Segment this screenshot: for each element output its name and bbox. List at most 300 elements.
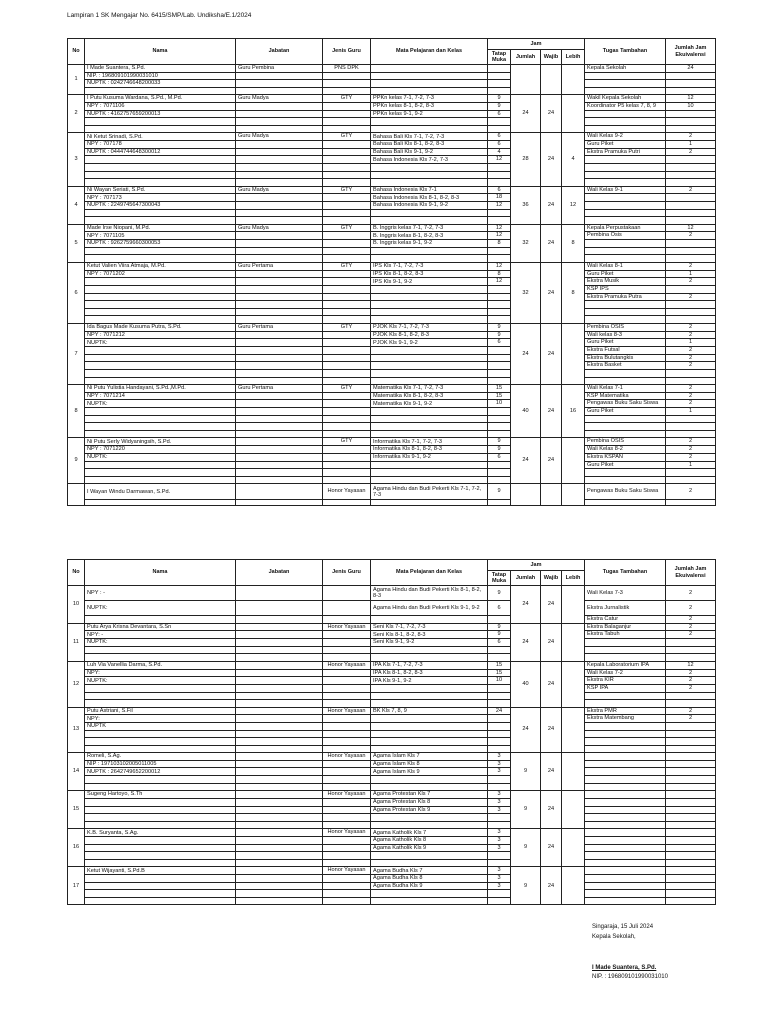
position-cell [236,661,323,669]
additional-duty-cell [585,423,666,431]
total-hours-cell: 9 [511,753,541,791]
table-row [68,110,716,118]
table-row [68,476,716,484]
face-to-face-hours-cell [488,852,511,860]
position-cell: Guru Madya [236,133,323,141]
position-cell [236,875,323,883]
teacher-name-line: I Made Suantera, S.Pd. [85,65,236,73]
equivalence-hours-cell [666,654,716,662]
subject-class-cell [371,308,488,316]
teacher-type-cell [323,646,371,654]
position-cell [236,164,323,172]
equivalence-hours-cell [666,240,716,248]
equivalence-hours-cell [666,423,716,431]
table-row [68,791,716,799]
additional-duty-cell [585,202,666,210]
required-hours-cell [541,484,562,506]
subject-class-cell [371,362,488,370]
extra-hours-cell [562,323,585,384]
subject-class-cell [371,415,488,423]
teacher-type-cell [323,156,371,164]
table-row [68,700,716,708]
table-row [68,723,716,731]
table-row [68,430,716,438]
position-cell [236,171,323,179]
additional-duty-cell [585,897,666,905]
extra-hours-cell [562,623,585,661]
face-to-face-hours-cell [488,87,511,95]
position-cell [236,285,323,293]
subject-class-cell: IPS Kls 8-1, 8-2, 8-3 [371,270,488,278]
required-hours-cell: 24 [541,791,562,829]
table-row [68,867,716,875]
teacher-type-cell [323,102,371,110]
equivalence-hours-cell [666,814,716,822]
teacher-type-cell [323,400,371,408]
additional-duty-cell [585,791,666,799]
face-to-face-hours-cell: 3 [488,867,511,875]
teacher-type-cell [323,738,371,746]
teacher-name-line [85,118,236,126]
teacher-name-line [85,897,236,905]
face-to-face-hours-cell [488,65,511,73]
teacher-type-cell [323,852,371,860]
position-cell [236,308,323,316]
position-cell [236,438,323,446]
equivalence-hours-cell [666,164,716,172]
subject-class-cell [371,179,488,187]
position-cell [236,601,323,616]
extra-hours-cell: 4 [562,133,585,186]
additional-duty-cell: Guru Piket [585,141,666,149]
teacher-type-cell [323,814,371,822]
face-to-face-hours-cell: 6 [488,453,511,461]
table-row [68,217,716,225]
equivalence-hours-cell [666,700,716,708]
position-cell [236,125,323,133]
subject-class-cell [371,293,488,301]
teacher-type-cell [323,500,371,506]
table-row [68,415,716,423]
subject-class-cell [371,65,488,73]
teacher-type-cell [323,87,371,95]
table-row [68,821,716,829]
subject-class-cell [371,730,488,738]
table-row [68,776,716,784]
teacher-name-line [85,179,236,187]
total-hours-cell: 24 [511,623,541,661]
teacher-name-line: NPY : 7071105 [85,232,236,240]
teacher-name-line: Putu Astriani, S.Fil [85,707,236,715]
subject-class-cell [371,354,488,362]
position-cell [236,179,323,187]
additional-duty-cell [585,723,666,731]
teacher-type-cell [323,148,371,156]
equivalence-hours-cell [666,745,716,753]
equivalence-hours-cell [666,897,716,905]
equivalence-hours-cell: 2 [666,400,716,408]
teacher-name-line [85,408,236,416]
position-cell [236,844,323,852]
additional-duty-cell [585,469,666,477]
table-row [68,232,716,240]
teacher-name-line: NPY : 7071202 [85,270,236,278]
face-to-face-hours-cell [488,423,511,431]
row-number: 16 [68,829,85,867]
extra-hours-cell [562,484,585,506]
table-row [68,461,716,469]
equivalence-hours-cell [666,217,716,225]
row-number: 9 [68,438,85,484]
teacher-table-body-page-1 [68,65,716,506]
teacher-type-cell: Honor Yayasan [323,829,371,837]
additional-duty-cell [585,753,666,761]
position-cell [236,476,323,484]
equivalence-hours-cell: 1 [666,141,716,149]
additional-duty-cell [585,72,666,80]
equivalence-hours-cell [666,125,716,133]
position-cell [236,331,323,339]
teacher-name-line [85,217,236,225]
equivalence-hours-cell: 2 [666,362,716,370]
teacher-name-line [85,125,236,133]
equivalence-hours-cell [666,209,716,217]
subject-class-cell: Agama Katholik Kls 9 [371,844,488,852]
face-to-face-hours-cell: 9 [488,438,511,446]
subject-class-cell: Bahasa Indonesia Kls 7-1 [371,186,488,194]
subject-class-cell [371,346,488,354]
face-to-face-hours-cell [488,247,511,255]
additional-duty-cell: Guru Piket [585,339,666,347]
teacher-type-cell [323,278,371,286]
teacher-name-line [85,87,236,95]
additional-duty-cell [585,867,666,875]
equivalence-hours-cell [666,798,716,806]
face-to-face-hours-cell: 12 [488,278,511,286]
face-to-face-hours-cell: 10 [488,677,511,685]
face-to-face-hours-cell: 3 [488,844,511,852]
row-number: 4 [68,186,85,224]
teacher-type-cell [323,776,371,784]
equivalence-hours-cell [666,890,716,898]
position-cell [236,270,323,278]
equivalence-hours-cell [666,859,716,867]
teacher-name-line: NUPTK : 0444744648300012 [85,148,236,156]
teacher-name-line [85,423,236,431]
additional-duty-cell [585,700,666,708]
additional-duty-cell [585,745,666,753]
face-to-face-hours-cell [488,415,511,423]
subject-class-cell: Bahasa Bali Kls 8-1, 8-2, 8-3 [371,141,488,149]
table-row [68,760,716,768]
face-to-face-hours-cell [488,362,511,370]
teacher-name-line [85,616,236,624]
position-cell [236,684,323,692]
table-row [68,798,716,806]
table-row [68,890,716,898]
table-row [68,156,716,164]
position-cell [236,118,323,126]
equivalence-hours-cell: 12 [666,224,716,232]
teacher-type-cell [323,768,371,776]
additional-duty-cell: Ekstra Pramuka Putri [585,148,666,156]
subject-class-cell [371,776,488,784]
subject-class-cell [371,616,488,624]
teacher-name-line: Ni Putu Serly Widyaningsih, S.Pd. [85,438,236,446]
required-hours-cell: 24 [541,867,562,905]
face-to-face-hours-cell [488,125,511,133]
equivalence-hours-cell: 2 [666,669,716,677]
teacher-type-cell [323,476,371,484]
table-row [68,623,716,631]
table-row [68,240,716,248]
equivalence-hours-cell [666,836,716,844]
equivalence-hours-cell [666,867,716,875]
table-row [68,684,716,692]
row-number: 11 [68,623,85,661]
table-row [68,875,716,883]
additional-duty-cell: KSP IPA [585,684,666,692]
teacher-name-line: NPY: [85,669,236,677]
additional-duty-cell [585,814,666,822]
teacher-name-line: Romeli, S.Ag. [85,753,236,761]
equivalence-hours-cell [666,783,716,791]
additional-duty-cell [585,730,666,738]
equivalence-hours-cell [666,875,716,883]
face-to-face-hours-cell: 8 [488,240,511,248]
total-hours-cell: 24 [511,586,541,624]
signature-place-date: Singaraja, 15 Juli 2024 [592,924,654,930]
teacher-type-cell [323,331,371,339]
table-row [68,783,716,791]
teacher-name-line [85,156,236,164]
position-cell [236,301,323,309]
row-number [68,484,85,506]
total-hours-cell: 9 [511,829,541,867]
equivalence-hours-cell: 2 [666,438,716,446]
equivalence-hours-cell [666,202,716,210]
extra-hours-cell [562,586,585,624]
equivalence-hours-cell [666,156,716,164]
table-row [68,631,716,639]
position-cell [236,700,323,708]
row-number: 10 [68,586,85,624]
extra-hours-cell: 12 [562,186,585,224]
table-row [68,141,716,149]
position-cell: Guru Madya [236,186,323,194]
subject-class-cell: Seni Kls 7-1, 7-2, 7-3 [371,623,488,631]
header-jenis-guru: Jenis Guru [323,39,371,65]
equivalence-hours-cell [666,415,716,423]
teacher-name-line: NUPTK : 2249745647300043 [85,202,236,210]
subject-class-cell: Informatika Kls 9-1, 9-2 [371,453,488,461]
teacher-name-line [85,730,236,738]
equivalence-hours-cell: 2 [666,278,716,286]
teacher-name-line [85,692,236,700]
teacher-name-line [85,745,236,753]
teacher-type-cell [323,836,371,844]
additional-duty-cell: Wakil Kepala Sekolah [585,95,666,103]
additional-duty-cell: Kepala Perpustakaan [585,224,666,232]
additional-duty-cell: Wali Kelas 9-2 [585,133,666,141]
table-row [68,125,716,133]
subject-class-cell [371,723,488,731]
additional-duty-cell [585,768,666,776]
subject-class-cell [371,684,488,692]
equivalence-hours-cell [666,639,716,647]
additional-duty-cell [585,738,666,746]
position-cell [236,859,323,867]
equivalence-hours-cell [666,760,716,768]
teacher-type-cell [323,453,371,461]
required-hours-cell: 24 [541,186,562,224]
additional-duty-cell [585,500,666,506]
total-hours-cell: 40 [511,661,541,707]
teacher-type-cell [323,745,371,753]
teacher-type-cell: Honor Yayasan [323,623,371,631]
teacher-name-line: NUPTK [85,723,236,731]
face-to-face-hours-cell [488,408,511,416]
table-row [68,224,716,232]
face-to-face-hours-cell [488,316,511,324]
subject-class-cell: Informatika Kls 8-1, 8-2, 8-3 [371,446,488,454]
position-cell [236,156,323,164]
table-row [68,616,716,624]
subject-class-cell [371,814,488,822]
extra-hours-cell [562,829,585,867]
position-cell [236,707,323,715]
face-to-face-hours-cell: 10 [488,400,511,408]
face-to-face-hours-cell: 3 [488,806,511,814]
face-to-face-hours-cell [488,285,511,293]
position-cell [236,768,323,776]
teacher-type-cell [323,80,371,88]
teacher-type-cell [323,316,371,324]
required-hours-cell: 24 [541,95,562,133]
face-to-face-hours-cell: 8 [488,270,511,278]
position-cell [236,408,323,416]
equivalence-hours-cell: 2 [666,616,716,624]
additional-duty-cell [585,110,666,118]
subject-class-cell: Bahasa Bali Kls 7-1, 7-2, 7-3 [371,133,488,141]
table-row [68,102,716,110]
teacher-name-line [85,875,236,883]
table-row [68,753,716,761]
equivalence-hours-cell [666,753,716,761]
subject-class-cell: Matematika Kls 8-1, 8-2, 8-3 [371,392,488,400]
teacher-name-line [85,646,236,654]
additional-duty-cell [585,882,666,890]
face-to-face-hours-cell: 15 [488,385,511,393]
position-cell [236,346,323,354]
teacher-name-line [85,806,236,814]
required-hours-cell: 24 [541,661,562,707]
face-to-face-hours-cell [488,684,511,692]
extra-hours-cell: 8 [562,224,585,262]
position-cell [236,760,323,768]
table-row [68,186,716,194]
header-jenis-guru: Jenis Guru [323,560,371,586]
total-hours-cell: 24 [511,707,541,752]
row-number: 17 [68,867,85,905]
subject-class-cell [371,118,488,126]
header-tugas: Tugas Tambahan [585,560,666,586]
subject-class-cell [371,125,488,133]
additional-duty-cell [585,80,666,88]
face-to-face-hours-cell [488,616,511,624]
equivalence-hours-cell [666,87,716,95]
position-cell [236,255,323,263]
equivalence-hours-cell [666,255,716,263]
table-row [68,278,716,286]
position-cell [236,867,323,875]
subject-class-cell [371,255,488,263]
subject-class-cell [371,783,488,791]
additional-duty-cell: Wali Kelas 8-1 [585,262,666,270]
required-hours-cell: 24 [541,829,562,867]
equivalence-hours-cell: 2 [666,186,716,194]
table-row [68,745,716,753]
teacher-type-cell [323,179,371,187]
position-cell: Guru Pertama [236,262,323,270]
position-cell [236,890,323,898]
total-hours-cell: 32 [511,224,541,262]
teacher-name-line [85,164,236,172]
table-row [68,661,716,669]
additional-duty-cell: Ekstra Futsal [585,346,666,354]
teacher-type-cell [323,654,371,662]
position-cell [236,141,323,149]
additional-duty-cell [585,760,666,768]
teacher-name-line [85,346,236,354]
table-row [68,194,716,202]
face-to-face-hours-cell: 15 [488,392,511,400]
header-nama: Nama [85,39,236,65]
position-cell [236,783,323,791]
additional-duty-cell [585,209,666,217]
teacher-name-line: NPY : 7071214 [85,392,236,400]
table-row [68,844,716,852]
additional-duty-cell [585,692,666,700]
table-row [68,601,716,616]
equivalence-hours-cell [666,430,716,438]
position-cell [236,616,323,624]
position-cell [236,377,323,385]
equivalence-hours-cell: 10 [666,102,716,110]
teacher-type-cell [323,806,371,814]
teacher-type-cell [323,354,371,362]
face-to-face-hours-cell: 6 [488,601,511,616]
position-cell [236,677,323,685]
position-cell [236,72,323,80]
position-cell [236,723,323,731]
table-row [68,202,716,210]
position-cell [236,148,323,156]
subject-class-cell [371,654,488,662]
table-row [68,692,716,700]
equivalence-hours-cell [666,469,716,477]
teacher-type-cell [323,423,371,431]
face-to-face-hours-cell: 9 [488,446,511,454]
face-to-face-hours-cell [488,821,511,829]
subject-class-cell [371,301,488,309]
teacher-table-page-2 [67,559,716,905]
teacher-name-line [85,852,236,860]
table-row [68,852,716,860]
face-to-face-hours-cell [488,461,511,469]
additional-duty-cell: Wali Kelas 8-2 [585,446,666,454]
teacher-name-line: NPY : 7071220 [85,446,236,454]
